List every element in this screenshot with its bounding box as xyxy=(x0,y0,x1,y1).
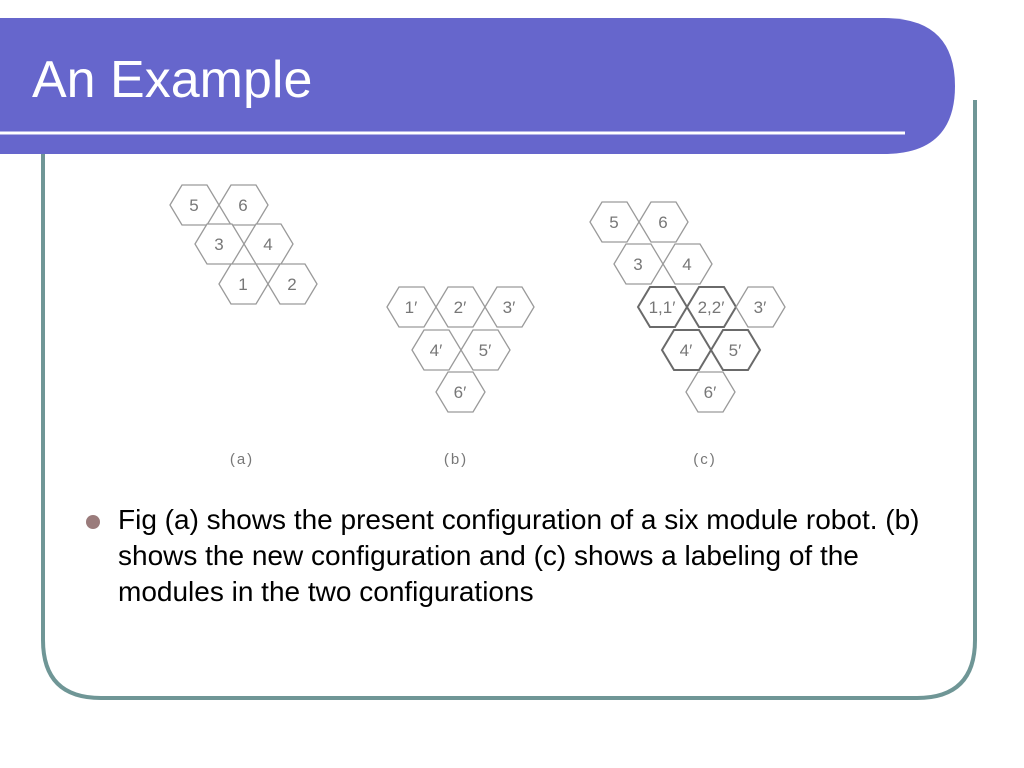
svg-text:2,2′: 2,2′ xyxy=(697,298,725,317)
hex-cell xyxy=(195,224,244,264)
hex-cell xyxy=(662,330,711,370)
svg-text:2: 2 xyxy=(287,275,297,294)
hex-cell xyxy=(638,287,687,327)
svg-text:3: 3 xyxy=(214,235,224,254)
figure-a xyxy=(170,185,317,468)
svg-text:4′: 4′ xyxy=(429,341,443,360)
hex-cell xyxy=(614,244,663,284)
svg-text:1,1′: 1,1′ xyxy=(648,298,676,317)
svg-text:5: 5 xyxy=(189,196,199,215)
hex-cell xyxy=(686,372,735,412)
svg-text:4′: 4′ xyxy=(679,341,693,360)
figure-caption: (c) xyxy=(693,451,717,468)
svg-text:6: 6 xyxy=(658,213,668,232)
svg-text:6′: 6′ xyxy=(453,383,467,402)
hex-cell xyxy=(461,330,510,370)
svg-text:5′: 5′ xyxy=(478,341,492,360)
svg-text:3′: 3′ xyxy=(753,298,767,317)
svg-text:4: 4 xyxy=(263,235,273,254)
bullet-text: Fig (a) shows the present configuration of a six module robot. (b) shows the new configuration and (c) shows a labeling of the modules in the two configurations xyxy=(118,504,920,607)
svg-text:4: 4 xyxy=(682,255,692,274)
svg-text:5: 5 xyxy=(609,213,619,232)
svg-text:5′: 5′ xyxy=(728,341,742,360)
hex-cell xyxy=(387,287,436,327)
svg-text:2′: 2′ xyxy=(453,298,467,317)
hex-cell xyxy=(590,202,639,242)
hex-cell xyxy=(436,372,485,412)
hex-cell xyxy=(663,244,712,284)
svg-text:3′: 3′ xyxy=(502,298,516,317)
figure-c xyxy=(590,202,785,468)
hex-cell xyxy=(219,185,268,225)
svg-text:1: 1 xyxy=(238,275,248,294)
hex-cell xyxy=(244,224,293,264)
bullet-dot-icon xyxy=(86,515,100,529)
figure-b xyxy=(387,287,534,468)
hex-cell xyxy=(736,287,785,327)
hex-cell xyxy=(687,287,736,327)
hex-cell xyxy=(436,287,485,327)
bullet-list xyxy=(84,502,934,610)
svg-text:6′: 6′ xyxy=(703,383,717,402)
figure-caption: (b) xyxy=(443,451,469,468)
hex-cell xyxy=(268,264,317,304)
hex-cell xyxy=(639,202,688,242)
hex-cell xyxy=(170,185,219,225)
bullet-item xyxy=(84,502,934,610)
svg-text:6: 6 xyxy=(238,196,248,215)
svg-text:1′: 1′ xyxy=(404,298,418,317)
hex-cell xyxy=(485,287,534,327)
svg-text:3: 3 xyxy=(633,255,643,274)
hexagon-diagram xyxy=(150,180,850,480)
hex-cell xyxy=(412,330,461,370)
hex-cell xyxy=(711,330,760,370)
slide-title: An Example xyxy=(32,51,313,109)
hex-cell xyxy=(219,264,268,304)
figure-caption: (a) xyxy=(229,451,255,468)
